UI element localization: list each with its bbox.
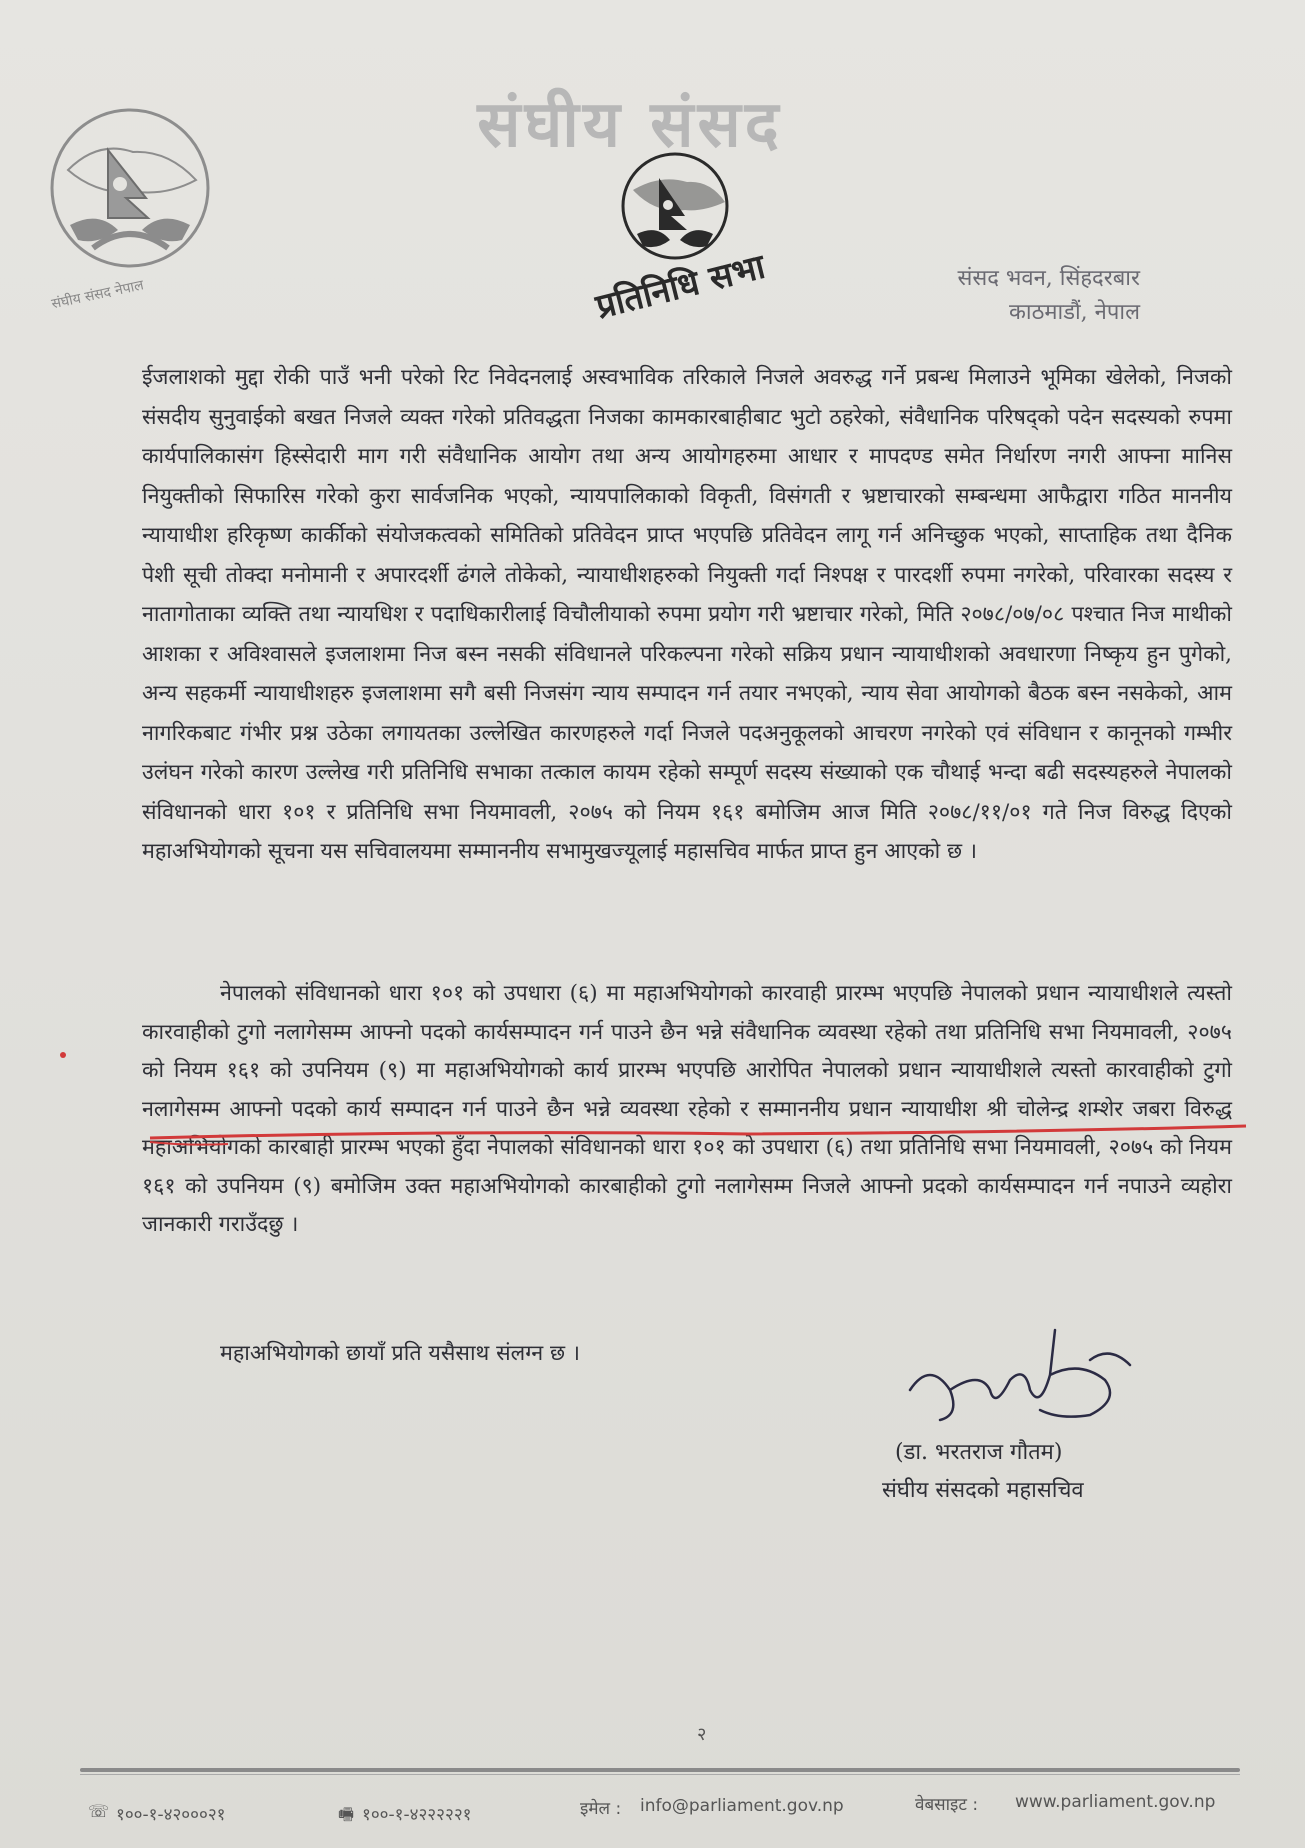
- address-line-1: संसद भवन, सिंहदरबार: [957, 266, 1140, 291]
- footer-fax: १००-१-४२२२२२१: [362, 1805, 472, 1825]
- signatory-title: संघीय संसदको महासचिव: [882, 1478, 1084, 1503]
- letterhead-title: संघीय संसद: [477, 87, 783, 162]
- paragraph-1-text: ईजलाशको मुद्दा रोकी पाउँ भनी परेको रिट निवेदनलाई अस्वभाविक तरिकाले निजले अवरुद्ध गर्ने प्रबन्ध मिलाउने भूमिका खेलेको, निजको संसदीय सुनुवाईको बखत निजले व्यक्त गरेको प्रतिवद्धता निजका कामकारबाहीबाट भुटो ठहरेको, संवैधानिक परिषद्को पदेन सदस्यको रुपमा कार्यपालिकासंग हिस्सेदारी माग गरी संवैधानिक आयोग तथा अन्य आयोगहरुमा आधार र मापदण्ड समेत निर्धारण नगरी आफ्ना मानिस नियुक्तीको सिफारिस गरेको कुरा सार्वजनिक भएको, न्यायपालिकाको विकृती, विसंगती र भ्रष्टाचारको सम्बन्धमा आफैद्वारा गठित माननीय न्यायाधीश हरिकृष्ण कार्कीको संयोजकत्वको समितिको प्रतिवेदन प्राप्त भएपछि प्रतिवेदन लागू गर्न अनिच्छुक भएको, साप्ताहिक तथा दैनिक पेशी सूची तोक्दा मनोमानी र अपारदर्शी ढंगले तोकेको, न्यायाधीशहरुको नियुक्ती गर्दा निश्पक्ष र पारदर्शी रुपमा नगरेको, परिवारका सदस्य र नातागोताका व्यक्ति तथा न्यायधिश र पदाधिकारीलाई विचौलीयाको रुपमा प्रयोग गरी भ्रष्टाचार गरेको, मिति २०७८/०७/०८ पश्चात निज माथीको आशका र अविश्वासले इजलाशमा निज बस्न नसकी संविधानले परिकल्पना गरेको सक्रिय प्रधान न्यायाधीशको अवधारणा निष्कृय हुन पुगेको, अन्य सहकर्मी न्यायाधीशहरु इजलाशमा सगै बसी निजसंग न्याय सम्पादन गर्न तयार नभएको, न्याय सेवा आयोगको बैठक बस्न नसकेको, आम नागरिकबाट गंभीर प्रश्न उठेका लगायतका उल्लेखित कारणहरुले गर्दा निजले पदअनुकूलको आचरण नगरेको एवं संविधान र कानूनको गम्भीर उलंघन गरेको कारण उल्लेख गरी प्रतिनिधि सभाका तत्काल कायम रहेको सम्पूर्ण सदस्य संख्याको एक चौथाई भन्दा बढी सदस्यहरुले नेपालको संविधानको धारा १०१ र प्रतिनिधि सभा नियमावली, २०७५ को नियम १६१ बमोजिम आज मिति २०७८/११/०१ गते निज विरुद्ध दिएको महाअभियोगको सूचना यस सचिवालयमा सम्माननीय सभामुखज्यूलाई महासचिव मार्फत प्राप्त हुन आएको छ ।: [142, 365, 1232, 864]
- handwritten-signature: [890, 1320, 1150, 1445]
- red-underline-annotation: [148, 1118, 1248, 1148]
- footer-phone: १००-१-४२०००२१: [116, 1805, 226, 1825]
- ink-dot-mark: [60, 1052, 66, 1058]
- signatory-name: (डा. भरतराज गौतम): [895, 1440, 1063, 1465]
- phone-icon: ☏: [88, 1802, 110, 1822]
- address-line-2: काठमाडौं, नेपाल: [1008, 300, 1140, 325]
- fax-icon: 🖷: [338, 1805, 355, 1825]
- address-block: [880, 262, 1140, 330]
- page-number: २: [697, 1724, 707, 1745]
- body-paragraph-1: [142, 358, 1232, 872]
- footer-email-label: इमेल :: [580, 1799, 622, 1819]
- left-emblem-caption: संघीय संसद नेपाल: [50, 277, 146, 313]
- footer-website-label: वेबसाइट :: [915, 1795, 979, 1815]
- footer-website[interactable]: www.parliament.gov.np: [1015, 1792, 1216, 1812]
- center-emblem-caption: प्रतिनिधि सभा: [591, 246, 769, 328]
- attachment-note: महाअभियोगको छायाँ प्रति यसैसाथ संलग्न छ ।: [220, 1341, 581, 1366]
- footer: [80, 1792, 1260, 1840]
- body-paragraph-2: [142, 975, 1232, 1245]
- footer-divider: [80, 1768, 1240, 1772]
- footer-email[interactable]: info@parliament.gov.np: [640, 1796, 844, 1816]
- paragraph-2-text: नेपालको संविधानको धारा १०१ को उपधारा (६) मा महाअभियोगको कारवाही प्रारम्भ भएपछि नेपालको प्रधान न्यायाधीशले त्यस्तो कारवाहीको टुगो नलागेसम्म आफ्नो पदको कार्यसम्पादन गर्न पाउने छैन भन्ने संवैधानिक व्यवस्था रहेको तथा प्रतिनिधि सभा नियमावली, २०७५ को नियम १६१ को उपनियम (९) मा महाअभियोगको कार्य प्रारम्भ भएपछि आरोपित नेपालको प्रधान न्यायाधीशले त्यस्तो कारवाहीको टुगो नलागेसम्म आफ्नो पदको कार्य सम्पादन गर्न पाउने छैन भन्ने व्यवस्था रहेको र सम्माननीय प्रधान न्यायाधीश श्री चोलेन्द्र शम्शेर जबरा विरुद्ध महाअभियोगको कारबाही प्रारम्भ भएको हुँदा नेपालको संविधानको धारा १०१ को उपधारा (६) तथा प्रतिनिधि सभा नियमावली, २०७५ को नियम १६१ को उपनियम (९) बमोजिम उक्त महाअभियोगको कारबाहीको टुगो नलागेसम्म निजले आफ्नो प्रदको कार्यसम्पादन गर्न नपाउने व्यहोरा जानकारी गराउँदछु ।: [142, 981, 1232, 1237]
- footer-divider-thin: [80, 1774, 1240, 1775]
